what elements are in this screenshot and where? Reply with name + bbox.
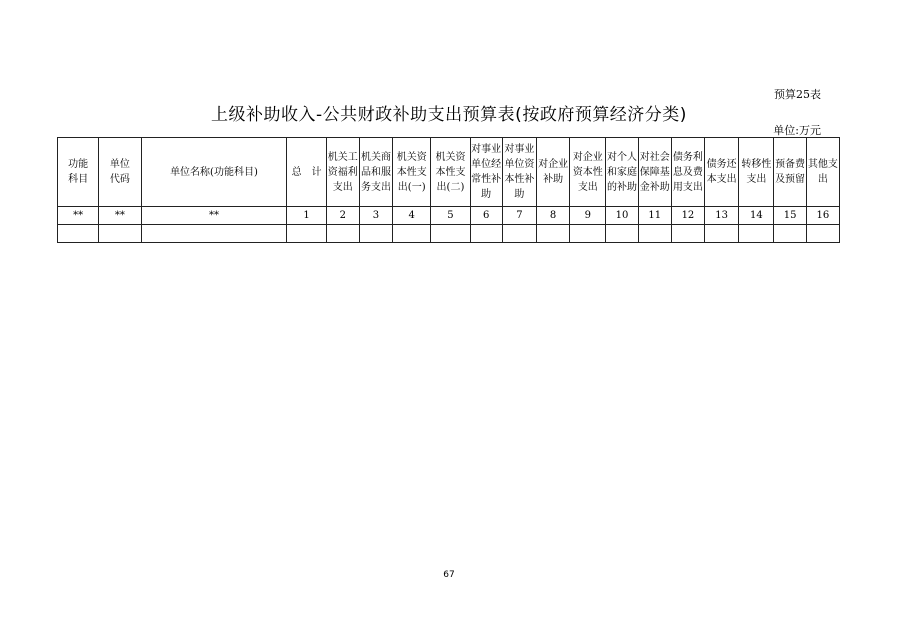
- empty-cell: [470, 225, 502, 243]
- column-header: 对个人 和家庭 的补助: [606, 138, 638, 207]
- index-cell: 6: [470, 207, 502, 225]
- column-header: 机关资 本性支 出(一): [393, 138, 431, 207]
- empty-cell: [774, 225, 806, 243]
- empty-cell: [58, 225, 99, 243]
- index-cell: 3: [359, 207, 392, 225]
- empty-cell: [141, 225, 287, 243]
- index-cell: **: [99, 207, 141, 225]
- unit-label: 单位:万元: [773, 124, 821, 137]
- empty-cell: [359, 225, 392, 243]
- index-cell: 13: [705, 207, 739, 225]
- index-cell: 1: [287, 207, 326, 225]
- column-header: 机关工 资福利 支出: [326, 138, 359, 207]
- empty-cell: [537, 225, 570, 243]
- index-cell: 14: [739, 207, 774, 225]
- index-cell: 11: [638, 207, 671, 225]
- column-header: 转移性 支出: [739, 138, 774, 207]
- page-number: 67: [443, 570, 455, 580]
- header-row: [58, 138, 840, 207]
- empty-cell: [570, 225, 606, 243]
- empty-cell: [606, 225, 638, 243]
- index-cell: 12: [671, 207, 704, 225]
- column-header: 机关商 品和服 务支出: [359, 138, 392, 207]
- column-header: 机关资 本性支 出(二): [431, 138, 470, 207]
- column-header: 其他支 出: [806, 138, 839, 207]
- empty-cell: [287, 225, 326, 243]
- column-header: 单位名称(功能科目): [141, 138, 287, 207]
- index-cell: 8: [537, 207, 570, 225]
- column-header: 债务还 本支出: [705, 138, 739, 207]
- column-header: 预备费 及预留: [774, 138, 806, 207]
- empty-cell: [502, 225, 536, 243]
- empty-row: [58, 225, 840, 243]
- empty-cell: [99, 225, 141, 243]
- index-cell: 2: [326, 207, 359, 225]
- index-cell: **: [141, 207, 287, 225]
- column-header: 单位 代码: [99, 138, 141, 207]
- index-cell: 5: [431, 207, 470, 225]
- empty-cell: [739, 225, 774, 243]
- index-cell: **: [58, 207, 99, 225]
- index-row: [58, 207, 840, 225]
- index-cell: 15: [774, 207, 806, 225]
- column-header: 对社会 保障基 金补助: [638, 138, 671, 207]
- empty-cell: [806, 225, 839, 243]
- index-cell: 4: [393, 207, 431, 225]
- column-header: 对企业 资本性 支出: [570, 138, 606, 207]
- empty-cell: [393, 225, 431, 243]
- page-title: 上级补助收入-公共财政补助支出预算表(按政府预算经济分类): [211, 105, 687, 125]
- column-header: 功能 科目: [58, 138, 99, 207]
- index-cell: 10: [606, 207, 638, 225]
- index-cell: 16: [806, 207, 839, 225]
- empty-cell: [431, 225, 470, 243]
- column-header: 对事业 单位资 本性补 助: [502, 138, 536, 207]
- column-header: 债务利 息及费 用支出: [671, 138, 704, 207]
- budget-table: [57, 137, 840, 243]
- form-number: 预算25表: [774, 88, 821, 101]
- column-header: 对事业 单位经 常性补 助: [470, 138, 502, 207]
- column-header: 对企业 补助: [537, 138, 570, 207]
- empty-cell: [705, 225, 739, 243]
- column-header: 总 计: [287, 138, 326, 207]
- index-cell: 9: [570, 207, 606, 225]
- index-cell: 7: [502, 207, 536, 225]
- empty-cell: [638, 225, 671, 243]
- empty-cell: [671, 225, 704, 243]
- empty-cell: [326, 225, 359, 243]
